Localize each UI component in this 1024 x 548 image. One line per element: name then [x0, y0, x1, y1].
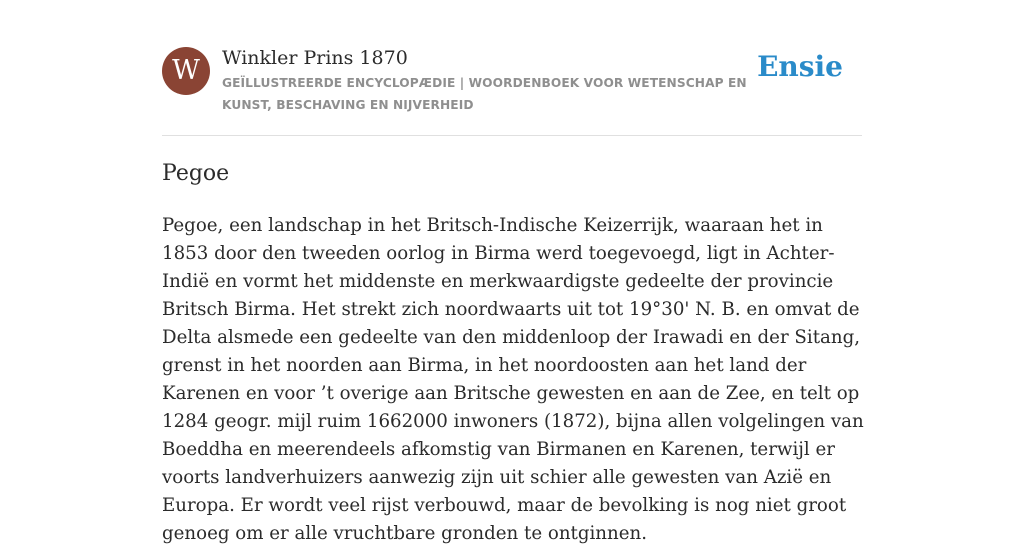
source-subtitle: GEÏLLUSTREERDE ENCYCLOPÆDIE | WOORDENBOEK VOOR WETENSCHAP EN KUNST, BESCHAVING EN NIJVERHEID: [222, 76, 747, 112]
avatar[interactable]: W: [162, 47, 210, 95]
source-title[interactable]: Winkler Prins 1870: [222, 47, 408, 69]
divider: [162, 135, 862, 136]
entry-title: Pegoe: [162, 161, 230, 186]
entry-body: Pegoe, een landschap in het Britsch-Indische Keizerrijk, waaraan het in 1853 door den tweeden oorlog in Birma werd toegevoegd, ligt in Achter-Indië en vormt het middenste en merkwaardigste gedeelte der provincie Britsch Birma. Het strekt zich noordwaarts uit tot 19°30' N. B. en omvat de Delta alsmede een gedeelte van den middenloop der Irawadi en der Sitang, grenst in het noorden aan Birma, in het noordoosten aan het land der Karenen en voor ’t overige aan Britsche gewesten en aan de Zee, en telt op 1284 geogr. mijl ruim 1662000 inwoners (1872), bijna allen volgelingen van Boeddha en meerendeels afkomstig van Birmanen en Karenen, terwijl er voorts landverhuizers aanwezig zijn uit schier alle gewesten van Azië en Europa. Er wordt veel rijst verbouwd, maar de bevolking is nog niet groot genoeg om er alle vruchtbare gronden te ontginnen.: [162, 215, 864, 544]
source-header: [162, 46, 862, 116]
brand-logo[interactable]: Ensie: [757, 50, 843, 83]
